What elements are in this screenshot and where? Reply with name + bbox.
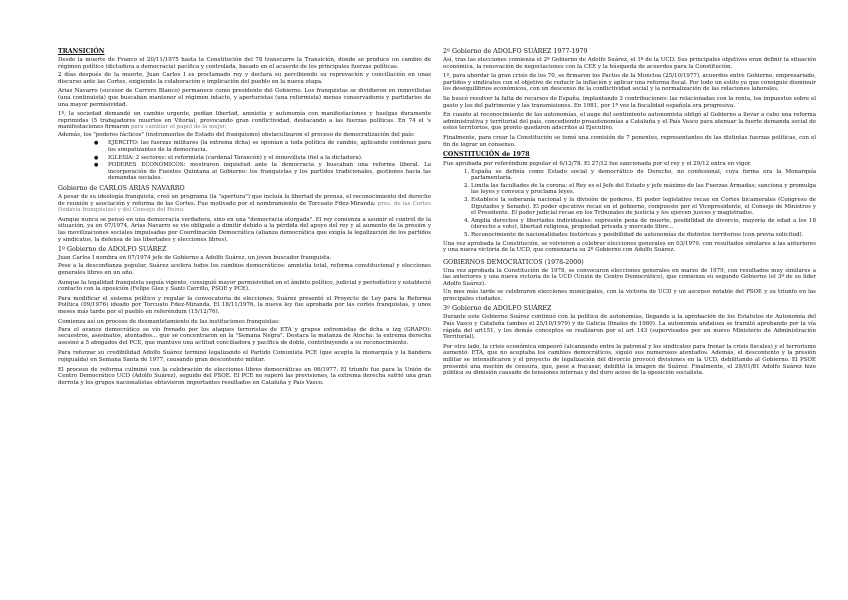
section-title: Gobierno de CARLOS ARIAS NAVARRO (58, 185, 185, 193)
paragraph: Por otro lado, la crisis económica empeoró (alcanzando entre la patronal y los sindicatos para frenar la crisis fiscales) y el terrorismo aumentó. ETA, que no aceptaba los cambios democráticos, siguió sus numerosos atentados. Además, el descontento y la presión militar se intensificaron y el proyecto de legalización del divorcio provocó divisiones en la UCD, debilitando al Gobierno. El PSOE presentó una moción de censura, que, pese a fracasar, debilitó la imagen de Suárez. Finalmente, el 29/01/81 Adolfo Suárez hizo pública su dimisión causado de tensiones internas y del duro acoso de la oposición socialista. (443, 343, 816, 377)
section-title: GOBIERNOS DEMOCRÁTICOS (1978-2000) (443, 258, 584, 266)
paragraph: Pese a la desconfianza popular, Suárez acelera todos los cambios democráticos: amnistía total, reforma constitucional y elecciones generales libres en un año. (58, 263, 431, 276)
paragraph: Aunque nunca se pensó en una democracia verdadera, sino en una "democracia otorgada". El rey comienza a asumir el control de la situación, ya en 07/1974, Arias Navarro se vio obligado a dimitir debido a la pérdida del apoyo del rey y al aumento de la presión y las movilizaciones sociales impulsadas por Coordinación Democrática (alianza democrática que exigía la legalización de los partidos y sindicatos, la defensa de las libertades y elecciones libres). (58, 216, 431, 243)
paragraph: 1º, para abordar la gran crisis de los 70, se firmaron los Pactos de la Moncloa (25/10/1977), acuerdos entre Gobierno, empresariado, partidos y sindicatos con el objetivo de reducir la inflación y aplicar una reforma fiscal. Por todo un estilo ya que consiguió disminuir los desequilibrios económicos, con un descenso de la conflictividad social y la normalización de las relaciones laborales. (443, 73, 816, 93)
paragraph: Se buscó resolver la falta de recursos de España, implantando 3 contribuciones: las relacionadas con la renta, los impuestos sobre el gasto y los del patrimonio y las transmisiones. En 1981, por 1ª vez la fiscalidad española era progresiva. (443, 96, 816, 109)
bullet-item: ● IGLESIA: 2 sectores: el reformista (cardenal Tarancón) y el inmovilista (fiel a la dictadura). (108, 155, 431, 162)
paragraph (58, 194, 431, 214)
paragraph: Una vez aprobada la Constitución, se volvieron a celebrar elecciones generales en 03/1979, con resultados similares a las anteriores y una nueva victoria de la UCD, que comenzaría su 2º Gobierno con Adolfo Suárez. (443, 240, 816, 254)
paragraph: Desde la muerte de Franco el 20/11/1975 hasta la Constitución del 78 transcurre la Transición, donde se produce un cambio de régimen político (dictadura a democracia) pacífica y controlada, basado en el acuerdo de los principales fuerzas políticas. (58, 57, 431, 71)
paragraph: Una vez aprobada la Constitución de 1978, se convocaron elecciones generales en marzo de 1979, con resultados muy similares a las anteriores y una nueva victoria de la UCD (Unión de Centro Democrático), que comienza su segundo Gobierno (el 3º de su líder Adolfo Suárez). (443, 267, 816, 288)
paragraph-text: 1º, la sociedad demandó un cambio urgente, pedían libertad, amnistía y autonomía con manifestaciones y huelgas duramente reprimidas (5 trabajadores muertos en Vitoria), provocando gran conflictividad, destacando a las fuerzas políticas. En 74 el 's manifestaciones firmaron (58, 111, 431, 131)
paragraph: Aunque la legalidad franquista seguía vigente, consiguió mayor permisividad en el ámbito político, judicial y periodístico y estableció contacto con la oposición (Felipe Glez y Santi Carrillo, PSOE y PCE). (58, 279, 431, 293)
section-title: 2º Gobierno de ADOLFO SUÁREZ 1977-1979 (443, 48, 588, 55)
title-constitucion: CONSTITUCIÓN de 1978 (443, 151, 530, 159)
inline-note: pres. de las Cortes (todavía franquistas) y del Consejo del Reino. (58, 200, 432, 214)
paragraph: Durante este Gobierno Suárez continuó con la política de autonomías, llegando a la aprobación de los Estatutos de Autonomía del País Vasco y Cataluña (ambos el 25/10/1979) y de Galicia (finales de 1980). La autonomía andaluza se tramitó aprobando por la vía rápida del art151, y los demás conceptos se realizaron por el art 143 (supervisados por un nuevo Ministerio de Administración Territorial). (443, 314, 816, 341)
paragraph: Finalmente, para crear la Constitución se tomó una comisión de 7 ponentes, representantes de las distintas fuerzas políticas, con el fin de lograr un consenso. (443, 134, 816, 148)
paragraph: Para modificar el sistema político y regular la convocatoria de elecciones, Suárez presentó el Proyecto de Ley para la Reforma Política (09/1976) ideado por Torcuato Fdez-Miranda. El 18/11/1976, la nueva ley fue aprobada por las cortes franquistas, y unos meses más tarde por el pueblo en referéndum (15/12/76). (58, 295, 431, 315)
numbered-item: 2. Limita las facultades de la corona: el Rey es el Jefe del Estado y jefe máximo de las Fuerzas Armadas; sanciona y promulga las leyes y convoca y proclama leyes. (471, 183, 816, 196)
paragraph: Además, los "poderes fácticos" (instrumentos de Estado del franquismo) obstaculizaron el proceso de democratización del país: (58, 132, 415, 139)
title-transicion: TRANSICIÓN (58, 48, 105, 55)
numbered-item: 4. Amplia derechos y libertades individuales: supresión pena de muerte, posibilidad de divorcio, mayoría de edad a los 18 (derecho a voto), libertad religiosa, propiedad privada y mercado libre... (471, 218, 816, 231)
numbered-list (443, 169, 816, 239)
paragraph: Así, tras las elecciones comienza el 2º Gobierno de Adolfo Suárez, el 1º de la UCD. Sus principales objetivos eran definir la situación económica, la renovación de negociaciones con la CEE y la búsqueda de acuerdos para la Constitución. (443, 57, 816, 70)
numbered-item: 3. Establece la soberanía nacional y la división de poderes. El poder legislativo recae en Cortes bicamerales (Congreso de Diputados y Senado). El poder ejecutivo recae en el gobierno, compuesto por el Vicepresidente, el Consejo de Ministros y el Presidente. El poder judicial recae en los Tribunales de justicia y los ejercen jueces y magistrados. (471, 197, 816, 217)
paragraph: Fue aprobada por referéndum popular el 6/12/78. El 27/12 fue sancionada por el rey y el 29/12 entra en vigor. (443, 160, 752, 167)
paragraph-text: A pesar de su ideología franquista, creó un programa (la "apertura") que incluía la libertad de prensa, el reconocimiento del derecho de reunión y asociación y reforma de las Cortes. Fue motivado por el nombramiento de Torcuato Fdez-Miranda: (58, 194, 431, 207)
numbered-item: 1. España se definía como Estado social y democrático de Derecho, no confesional, cuya forma era la Monarquía parlamentaria. (471, 169, 816, 182)
paragraph: Arias Navarro (sucesor de Carrero Blanco) permanece como presidente del Gobierno. Los franquistas se dividieron en inmovilistas (una continuista) que buscaban mantener el régimen intacto, y aperturistas (una reformista) menos conservadores y partidarios de una mayor permisividad. (58, 88, 431, 108)
paragraph: Juan Carlos I nombra en 07/1974 jefe de Gobierno a Adolfo Suárez, un joven buscador franquista. (58, 255, 332, 262)
paragraph: Comienza así un proceso de desmantelamiento de las instituciones franquistas: (58, 318, 280, 325)
paragraph: El proceso de reforma culminó con la celebración de elecciones libres democráticas en 06/1977. El triunfo fue para la Unión de Centro Democrático UCD (Adolfo Suárez), seguido del PSOE. El PCE no superó las previsiones, la extrema derecha sufrió una gran derrota y los grupos nacionalistas obtuvieron importantes resultados en Cataluña y País Vasco. (58, 366, 431, 386)
right-column (443, 48, 816, 592)
paragraph: 2 días después de la muerte, Juan Carlos I es proclamado rey y declara su percibiendo su reprevación y conciliación en unas discurso ante las Cortes, exigiendo la colaboración e implicación del pueblo en la nueva etapa. (58, 72, 431, 85)
paragraph: En cuanto al reconocimiento de las autonomías, el auge del sentimiento autonomista obligó al Gobierno a llevar a cabo una reforma administrativa y territorial del país, concediendo preautonomías a Cataluña y el País Vasco para atenuar la fuerte demanda social de estos territorios, que pronto quedaron adscritos al Ejecutivo. (443, 112, 816, 132)
paragraph: Un mes más tarde se celebraron elecciones municipales, con la victoria de UCD y un ascenso notable del PSOE y su triunfo en las principales ciudades. (443, 289, 816, 302)
bullet-item: ● EJÉRCITO: las fuerzas militares (la extrema dcha) se oponían a toda política de cambio, aplicando condenas para los simpatizantes de la democracia. (108, 140, 431, 153)
section-title: 3º Gobierno de ADOLFO SUÁREZ (443, 305, 552, 313)
bullet-item: ● PODERES ECONÓMICOS: mostraron inquietud ante la democracia y buscaban una reforma liberal. La incorporación de Fuentes Quintana al Gobierno: los franquistas y los partidos tradicionales, gestiones hacia las demandas sociales. (108, 162, 431, 182)
inline-note: para cambiar el papel de la mujer. (130, 124, 227, 131)
section-title: 1º Gobierno de ADOLFO SUÁREZ (58, 246, 167, 254)
numbered-item: 5. Reconocimiento de nacionalidades históricas y posibilidad de autonomías de distintos territorios (con previa solicitud). (471, 232, 816, 239)
left-column (58, 48, 431, 592)
bullet-list (58, 140, 431, 182)
paragraph: Para el avance democrático se vio frenado por los ataques terroristas de ETA y grupos extremistas de dcha e izq (GRAPO): secuestros, asesinatos, atentados... que se concentraron en la "Semana Negra". Destaca la matanza de Atocha: la extrema derecha asesinó a 5 abogados del PCE, que mantuvo una actitud conciliadora y pacífica de doble, contribuyendo a su reconocimiento. (58, 326, 431, 346)
paragraph (58, 111, 431, 131)
paragraph: Para reforzar su credibilidad Adolfo Suárez terminó legalizando el Partido Comunista PCE (que acepta la monarquía y la bandera rojigualda) en Semana Santa de 1977, causando gran descontento militar. (58, 350, 431, 363)
